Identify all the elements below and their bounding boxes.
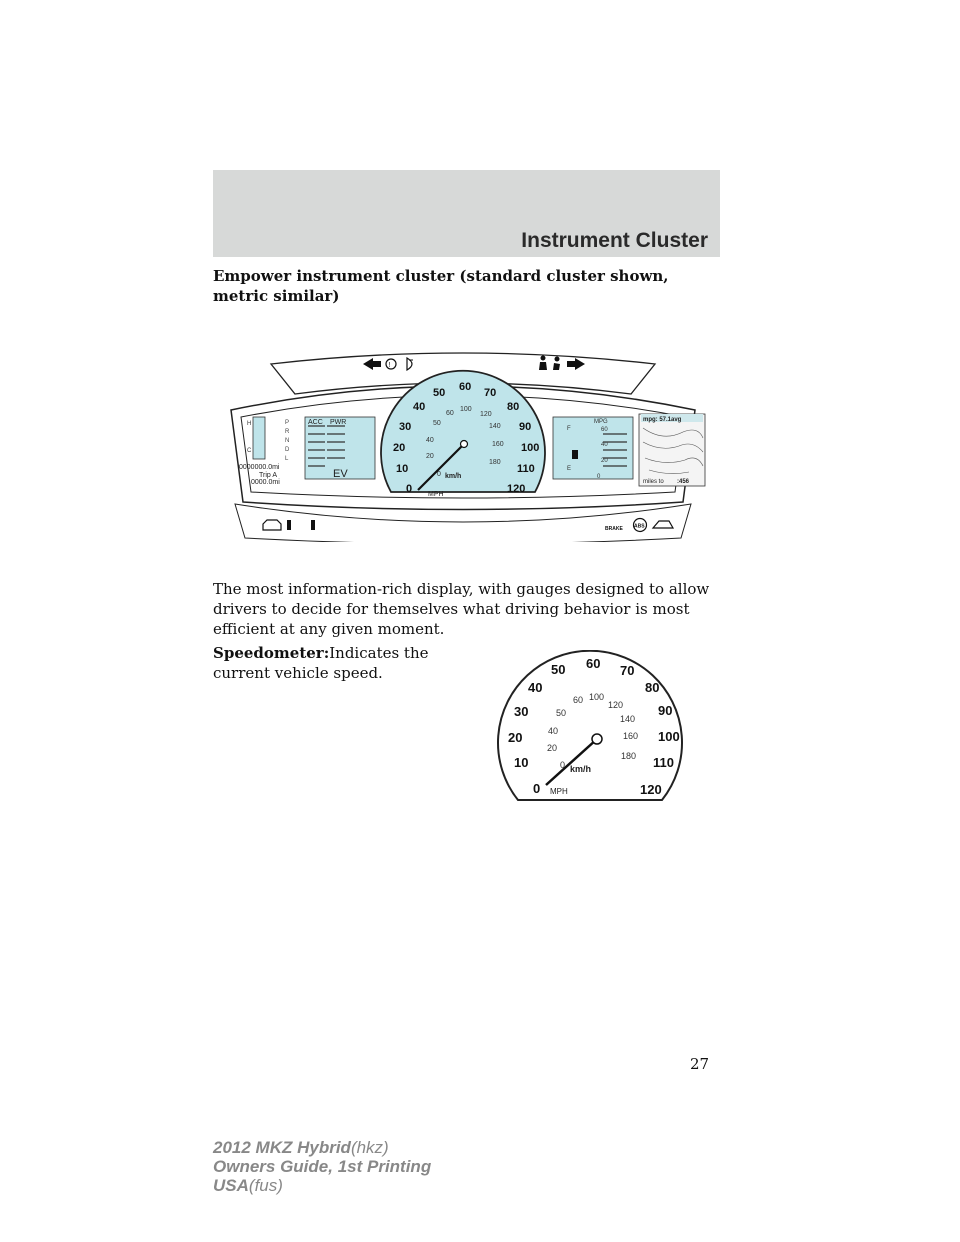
figure-heading: Empower instrument cluster (standard cluster shown, metric similar) <box>213 267 669 305</box>
temp-gauge <box>253 417 265 459</box>
miles-to-value: :456 <box>677 479 690 485</box>
svg-text:100: 100 <box>589 692 605 702</box>
page-number: 27 <box>690 1055 710 1073</box>
svg-text:120: 120 <box>480 411 492 418</box>
turn-right-arrow-icon <box>567 358 585 370</box>
speedo-mph-label: MPH <box>550 787 568 796</box>
speedo-needle-hub <box>592 734 602 744</box>
footer-model-code: (hkz) <box>350 1138 389 1157</box>
instrument-cluster-illustration <box>213 342 713 542</box>
acc-label: ACC <box>308 419 323 426</box>
section-title: Instrument Cluster <box>521 229 708 252</box>
svg-text:40: 40 <box>528 680 543 695</box>
svg-text:180: 180 <box>489 459 501 466</box>
traction-control-icon <box>653 521 673 528</box>
svg-text:60: 60 <box>573 695 584 705</box>
svg-text:P: P <box>285 420 290 426</box>
svg-text:80: 80 <box>645 680 660 695</box>
mpg-label: MPG <box>594 419 608 425</box>
svg-text:90: 90 <box>519 421 532 433</box>
svg-text:0: 0 <box>560 760 566 770</box>
svg-text:140: 140 <box>489 423 501 430</box>
gear-indicator <box>285 420 290 462</box>
airbag-icon <box>553 357 560 371</box>
kmh-label: km/h <box>445 473 462 480</box>
svg-text:20: 20 <box>547 743 558 753</box>
svg-text:0: 0 <box>406 483 413 495</box>
turn-left-arrow-icon <box>363 358 381 370</box>
svg-text:L: L <box>285 456 289 462</box>
svg-text:10: 10 <box>514 755 529 770</box>
info-display <box>639 414 705 486</box>
svg-text:160: 160 <box>492 441 504 448</box>
check-engine-icon <box>263 520 281 530</box>
svg-text:N: N <box>285 438 290 444</box>
speedo-kmh-label: km/h <box>570 764 592 774</box>
speedometer-term: Speedometer: <box>213 644 330 662</box>
header-band <box>213 170 720 257</box>
svg-text:R: R <box>285 429 290 435</box>
fuel-mpg-gauge <box>553 417 633 479</box>
svg-text:90: 90 <box>658 703 673 718</box>
needle-hub <box>461 441 468 448</box>
svg-text:120: 120 <box>507 483 526 495</box>
trip-value: 0000.0mi <box>251 479 280 486</box>
svg-text:120: 120 <box>640 782 662 797</box>
speedometer-description <box>213 643 443 683</box>
pwr-label: PWR <box>330 419 347 426</box>
mph-label: MPH <box>428 491 444 498</box>
mpg-average: mpg: 57.1avg <box>643 417 682 423</box>
footer-market: USA <box>213 1176 249 1195</box>
body-paragraph: The most information-rich display, with gauges designed to allow drivers to decide for themselves what driving behavior is most efficient at any given moment. <box>213 580 710 638</box>
svg-text:30: 30 <box>514 704 529 719</box>
svg-text:0: 0 <box>437 471 441 478</box>
svg-text:40: 40 <box>601 442 608 448</box>
svg-text:30: 30 <box>399 421 412 433</box>
svg-text:140: 140 <box>620 714 636 724</box>
fuel-full-label: F <box>567 426 571 432</box>
svg-text:100: 100 <box>521 442 540 454</box>
fuel-empty-label: E <box>567 466 572 472</box>
miles-to-label: miles to <box>643 479 664 485</box>
svg-text:20: 20 <box>393 442 406 454</box>
footer-model: 2012 MKZ Hybrid <box>213 1138 351 1157</box>
ev-label: EV <box>333 468 348 480</box>
trip-label: Trip A <box>259 472 278 479</box>
svg-text:10: 10 <box>396 463 409 475</box>
svg-text:60: 60 <box>446 410 454 417</box>
brake-label: BRAKE <box>605 526 623 532</box>
footer-market-code: (fus) <box>248 1176 283 1195</box>
svg-text:50: 50 <box>433 387 446 399</box>
svg-text:D: D <box>285 447 290 453</box>
svg-text:70: 70 <box>620 663 635 678</box>
svg-text:180: 180 <box>621 751 637 761</box>
speedometer-text: Indicates the current vehicle speed. <box>213 644 429 682</box>
svg-text:80: 80 <box>507 401 520 413</box>
svg-text:60: 60 <box>601 427 608 433</box>
svg-text:160: 160 <box>623 731 639 741</box>
footer <box>213 1138 431 1195</box>
footer-edition: Owners Guide, 1st Printing <box>213 1157 432 1176</box>
svg-text:40: 40 <box>426 437 434 444</box>
abs-label: ABS <box>634 523 645 530</box>
svg-text:20: 20 <box>601 458 608 464</box>
svg-text:40: 40 <box>413 401 426 413</box>
svg-text:60: 60 <box>586 656 601 671</box>
seatbelt-icon <box>539 356 547 371</box>
svg-text:70: 70 <box>484 387 497 399</box>
svg-text:110: 110 <box>517 463 535 475</box>
svg-text:0: 0 <box>533 781 541 796</box>
svg-text:50: 50 <box>433 420 441 427</box>
temp-cold-label: C <box>247 448 252 454</box>
svg-text:!: ! <box>388 362 391 369</box>
odometer: 0000000.0mi <box>239 464 280 471</box>
tire-pressure-icon <box>386 359 396 369</box>
svg-text:40: 40 <box>548 726 559 736</box>
svg-text:50: 50 <box>556 708 567 718</box>
stability-icon <box>311 520 315 530</box>
speedometer-illustration <box>490 650 690 810</box>
fuel-pump-icon <box>572 450 578 459</box>
svg-text:50: 50 <box>551 662 566 677</box>
svg-text:120: 120 <box>608 700 624 710</box>
svg-text:100: 100 <box>658 729 680 744</box>
svg-text:110: 110 <box>653 755 674 770</box>
svg-text:20: 20 <box>508 730 523 745</box>
charging-icon <box>287 520 291 530</box>
svg-text:60: 60 <box>459 381 472 393</box>
svg-text:100: 100 <box>460 406 472 413</box>
headlamp-icon <box>407 358 413 370</box>
svg-text:0: 0 <box>597 474 601 480</box>
temp-hot-label: H <box>247 421 252 427</box>
svg-text:20: 20 <box>426 453 434 460</box>
